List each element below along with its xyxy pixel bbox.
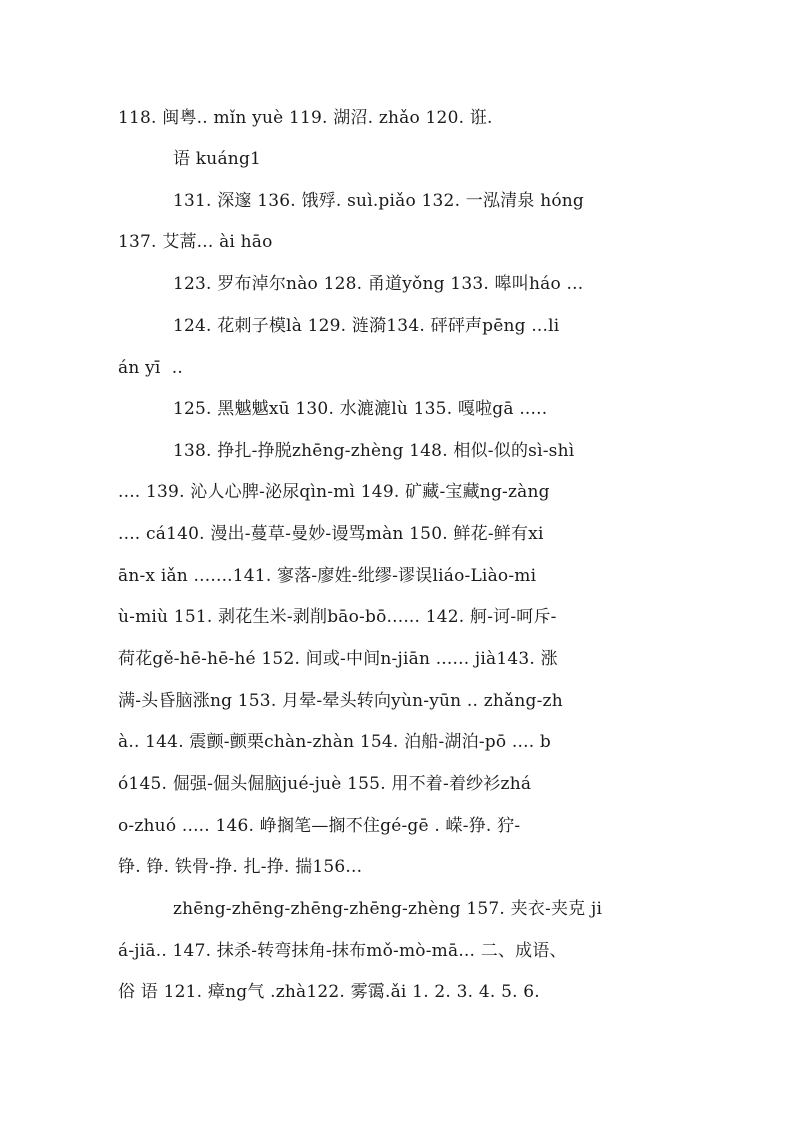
text-line: 荷花gě-hē-hē-hé 152. 间或-中间n-jiān ...... jià143. 涨 (118, 649, 558, 669)
text-line: 125. 黑魆魆xū 130. 水漉漉lù 135. 嘎啦gā ..... (173, 399, 548, 419)
text-line: 124. 花刺子模là 129. 涟漪134. 砰砰声pēng ...li (173, 316, 560, 336)
text-line: zhēng-zhēng-zhēng-zhēng-zhèng 157. 夹衣-夹克 ji (173, 899, 603, 919)
text-line: o-zhuó ..... 146. 峥搁笔—搁不住gé-gē . 嵘-狰. 狞- (118, 816, 521, 836)
text-line: á-jiā.. 147. 抹杀-转弯抹角-抹布mǒ-mò-mā... 二、成语、 (118, 941, 567, 961)
text-line: 123. 罗布淖尔nào 128. 甬道yǒng 133. 嗥叫háo ... (173, 274, 584, 294)
text-line: án yī .. (118, 358, 183, 378)
text-line: 137. 艾蒿... ài hāo (118, 232, 273, 252)
text-line: à.. 144. 震颤-颤栗chàn-zhàn 154. 泊船-湖泊-pō .... b (118, 732, 552, 752)
text-line: 118. 闽粤.. mǐn yuè 119. 湖沼. zhǎo 120. 诳. (118, 108, 493, 128)
text-line: 铮. 铮. 铁骨-挣. 扎-挣. 揣156... (118, 857, 363, 877)
text-line: 俗 语 121. 瘴ng气 .zhà122. 雾霭.ǎi 1. 2. 3. 4. 5. 6. (118, 982, 540, 1002)
text-line: ó145. 倔强-倔头倔脑jué-juè 155. 用不着-着纱衫zhá (118, 774, 532, 794)
text-line: 138. 挣扎-挣脱zhēng-zhèng 148. 相似-似的sì-shì (173, 441, 575, 461)
text-line: 满-头昏脑涨ng 153. 月晕-晕头转向yùn-yūn .. zhǎng-zh (118, 691, 563, 711)
text-line: 131. 深邃 136. 饿殍. suì.piǎo 132. 一泓清泉 hóng (173, 191, 585, 211)
text-line: ān-x iǎn .......141. 寥落-廖姓-纰缪-谬误liáo-Liào-mi (118, 566, 537, 586)
text-line: .... 139. 沁人心脾-泌尿qìn-mì 149. 矿藏-宝藏ng-zàng (118, 482, 550, 502)
text-line: 语 kuáng1 (173, 149, 262, 169)
text-line: ù-miù 151. 剥花生米-剥削bāo-bō...... 142. 舸-诃-呵斥- (118, 607, 557, 627)
text-line: .... cá140. 漫出-蔓草-曼妙-谩骂màn 150. 鲜花-鲜有xi (118, 524, 544, 544)
